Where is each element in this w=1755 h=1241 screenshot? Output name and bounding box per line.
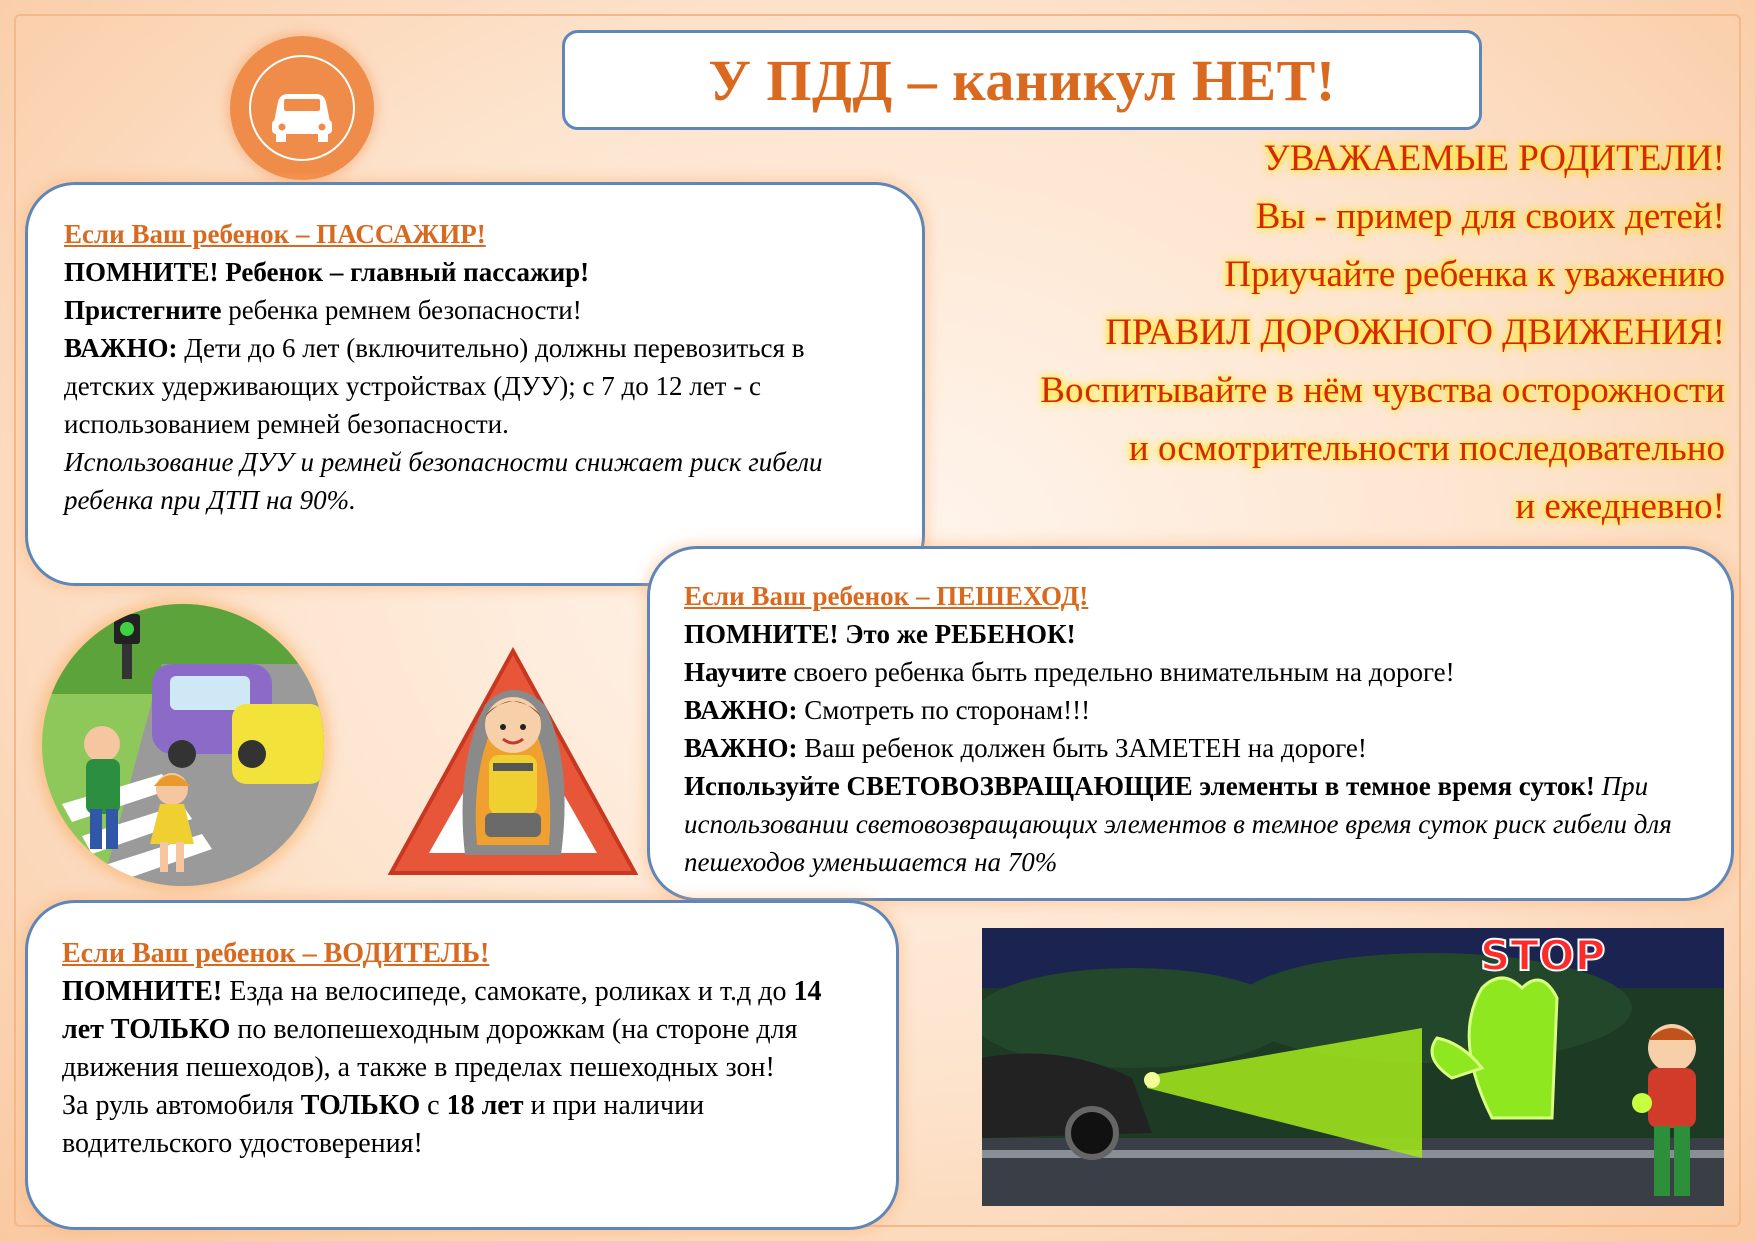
title-box [562, 30, 1482, 130]
car-icon [230, 36, 374, 180]
passenger-note: Использование ДУУ и ремней безопасности снижает риск гибели ребенка при ДТП на 90%. [64, 447, 823, 515]
driver-text: и при наличии водительского удостоверения! [62, 1090, 705, 1159]
passenger-remember: ПОМНИТЕ! Ребенок – главный пассажир! [64, 257, 590, 287]
appeal-line: УВАЖАЕМЫЕ РОДИТЕЛИ! [1263, 138, 1725, 179]
reflector-advice: Используйте СВЕТОВОЗВРАЩАЮЩИЕ элементы в темное время суток! [684, 771, 1595, 801]
passenger-heading: Если Ваш ребенок – ПАССАЖИР! [64, 219, 486, 249]
driver-text: Езда на велосипеде, самокате, роликах и т.д до [222, 976, 794, 1007]
driver-card [25, 900, 899, 1230]
pedestrian-note: При использовании световозвращающих элементов в темное время суток риск гибели для пешеходов уменьшается на 70% [684, 771, 1672, 877]
important-text: Смотреть по сторонам!!! [797, 695, 1091, 725]
important-label: ВАЖНО: [684, 733, 798, 763]
appeal-line: Приучайте ребенка к уважению [1224, 254, 1725, 295]
pedestrian-remember: ПОМНИТЕ! Это же РЕБЕНОК! [684, 619, 1076, 649]
teach-text: своего ребенка быть предельно внимательным на дороге! [786, 657, 1455, 687]
safety-lab-logo [230, 36, 374, 180]
important-label: ВАЖНО: [684, 695, 798, 725]
important-text: Ваш ребенок должен быть ЗАМЕТЕН на дороге! [797, 733, 1367, 763]
driver-text: с [420, 1090, 447, 1121]
buckle-bold: Пристегните [64, 295, 222, 325]
buckle-text: ребенка ремнем безопасности! [221, 295, 582, 325]
only-label: ТОЛЬКО [300, 1090, 421, 1121]
only-label: ТОЛЬКО [110, 1014, 231, 1045]
page-title: У ПДД – каникул НЕТ! [708, 47, 1336, 113]
passenger-card [25, 182, 925, 586]
appeal-line: и ежедневно! [1515, 486, 1725, 527]
children-crosswalk-illustration [42, 604, 324, 886]
important-label: ВАЖНО: [64, 333, 178, 363]
pedestrian-heading: Если Ваш ребенок – ПЕШЕХОД! [684, 581, 1089, 611]
age-14: 14 лет [62, 976, 822, 1045]
important-text: Дети до 6 лет (включительно) должны перевозиться в детских удерживающих устройствах (ДУУ); с 7 до 12 лет - с использованием ремней безопасности. [64, 333, 805, 439]
age-18: 18 лет [446, 1090, 524, 1121]
appeal-line: Вы - пример для своих детей! [1255, 196, 1725, 237]
driver-remember: ПОМНИТЕ! [62, 976, 223, 1007]
appeal-line: ПРАВИЛ ДОРОЖНОГО ДВИЖЕНИЯ! [1105, 312, 1725, 353]
parents-appeal [865, 130, 1725, 536]
teach-bold: Научите [684, 657, 787, 687]
pedestrian-card [647, 546, 1734, 901]
driver-text: по велопешеходным дорожкам (на стороне для движения пешеходов), а также в пределах пешеходных зон! [62, 1014, 798, 1083]
appeal-line: Воспитывайте в нём чувства осторожности [1040, 370, 1725, 411]
stop-sign-text: STOP [1480, 931, 1606, 980]
driver-heading: Если Ваш ребенок – ВОДИТЕЛЬ! [62, 938, 490, 969]
child-car-seat-sign [385, 645, 641, 881]
driver-text: За руль автомобиля [62, 1090, 301, 1121]
night-reflector-illustration [982, 928, 1724, 1206]
appeal-line: и осмотрительности последовательно [1128, 428, 1725, 469]
